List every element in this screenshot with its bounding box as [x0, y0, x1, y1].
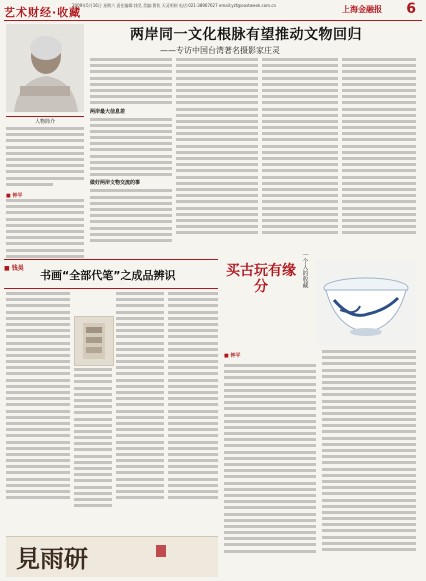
bio-box [6, 116, 84, 189]
feature-title: 买古玩有缘分 [226, 263, 296, 295]
article2-col3 [116, 292, 164, 530]
bio-text [6, 127, 84, 189]
article1-col3 [176, 58, 258, 258]
svg-text:見雨研 [16, 544, 88, 573]
calligraphy-text: 見雨研 [16, 544, 88, 573]
vase-photo [316, 260, 416, 346]
article2-divider [4, 288, 218, 289]
porcelain-bowl-icon [316, 260, 416, 346]
date-line: 2009年5月16日 星期六 责任编辑:钱昊 美编:曹钦 天灵明则 电话:021-38967627 email:yzf@eastweek.com.cn [72, 3, 277, 8]
article2-headline: 书画“全部代笔”之成品辨识 [40, 269, 176, 282]
article1-col4 [262, 58, 338, 258]
main-subhead: ——专访中国台湾著名摄影家庄灵 [160, 46, 280, 55]
article1-col2 [90, 58, 172, 258]
portrait-illustration [6, 24, 84, 112]
article-divider [4, 259, 218, 260]
main-headline: 两岸同一文化根脉有望推动文物回归 [130, 27, 362, 43]
feature-vertical-subtitle: 一个人的收藏 [301, 252, 308, 288]
newspaper-brand: 上海金融报 [342, 5, 382, 14]
article2-col4 [168, 292, 218, 530]
calligraphy-banner [6, 536, 218, 577]
article1-col1 [6, 192, 84, 260]
article2-col1 [6, 292, 70, 530]
feature-col2 [322, 350, 416, 574]
feature-col1 [224, 364, 316, 574]
section-title-2: 做好两岸文物交流的事 [90, 180, 141, 187]
feature-title-area [224, 263, 298, 311]
page-number: 6 [406, 1, 416, 17]
article2-illustration [74, 316, 114, 366]
article1-col5 [342, 58, 416, 258]
article2-section-mark: ■ 钱昊 [4, 265, 24, 272]
article2-col2a [74, 368, 112, 528]
feature-author: ■ 钟平 [224, 353, 241, 359]
bio-caption: 人物简介 [34, 119, 55, 125]
calligraphy-illustration [75, 317, 113, 365]
author-mark: ■ 钟平 [6, 193, 23, 199]
portrait-photo [6, 24, 84, 112]
section-label: 艺术财经·收藏 [4, 6, 82, 19]
calligraphy-brush-icon [6, 537, 218, 577]
section-title-1: 两岸最大信息差 [90, 108, 126, 115]
masthead-divider [4, 20, 422, 21]
